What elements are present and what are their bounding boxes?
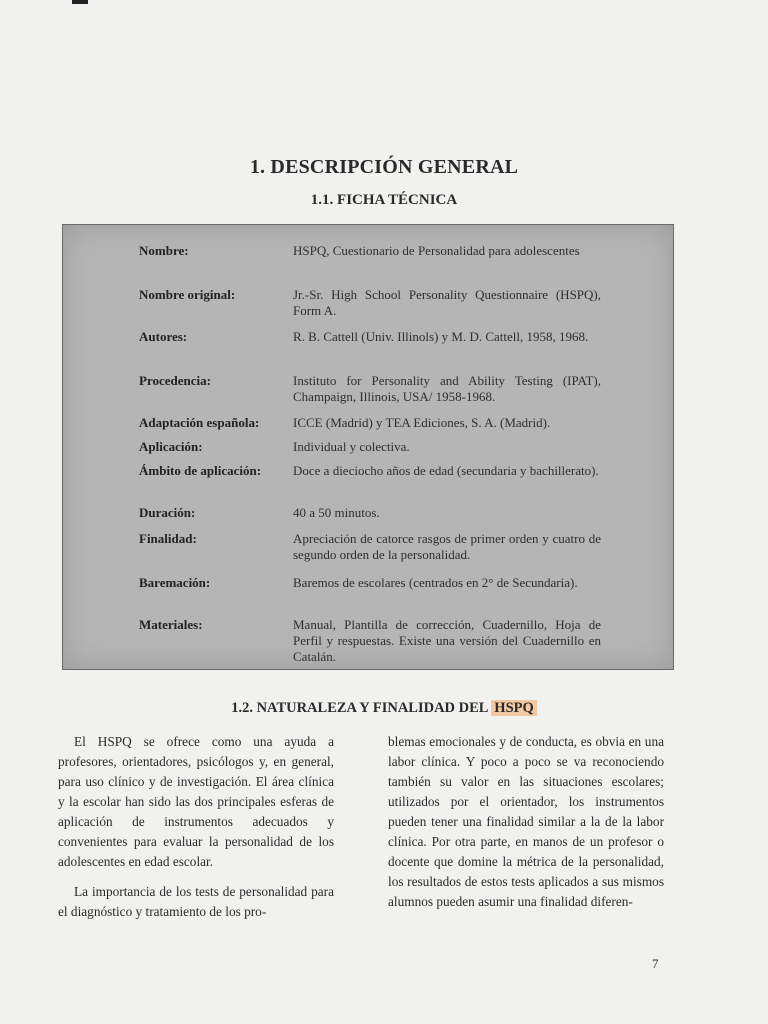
sheet-label: Adaptación española:	[139, 415, 260, 430]
sheet-label: Duración:	[139, 505, 196, 520]
scan-mark	[72, 0, 88, 4]
sheet-value: 40 a 50 minutos.	[293, 505, 380, 520]
page-number: 7	[652, 956, 659, 971]
body-column-left	[58, 732, 334, 932]
highlighted-acronym: HSPQ	[491, 700, 536, 716]
sheet-value: Individual y colectiva.	[293, 439, 410, 454]
sheet-label: Autores:	[139, 329, 188, 344]
sheet-value: Jr.-Sr. High School Personality Questionnaire (HSPQ), Form A.	[293, 287, 601, 318]
section-2-title-text: 1.2. NATURALEZA Y FINALIDAD DEL	[231, 700, 488, 716]
body-column-right	[388, 732, 664, 922]
sheet-label: Ámbito de aplicación:	[139, 463, 262, 478]
sheet-label: Finalidad:	[139, 531, 197, 546]
sheet-label: Nombre:	[139, 243, 189, 258]
section-2-title	[0, 700, 768, 717]
sheet-value: Apreciación de catorce rasgos de primer orden y cuatro de segundo orden de la personalidad.	[293, 531, 601, 562]
sheet-label: Procedencia:	[139, 373, 211, 388]
sheet-label: Aplicación:	[139, 439, 203, 454]
sheet-value: Baremos de escolares (centrados en 2° de Secundaria).	[293, 575, 578, 590]
section-subtitle: 1.1. FICHA TÉCNICA	[310, 192, 458, 208]
paragraph: blemas emocionales y de conducta, es obvia en una labor clínica. Y poco a poco se va reconociendo también su valor en las situaciones escolares; utilizados por el orientador, los instrumentos pueden tener una finalidad similar a la de la labor clínica. Por otra parte, en manos de un profesor o docente que domine la métrica de la personalidad, los resultados de estos tests aplicados a sus mismos alumnos pueden asumir una finalidad diferen-	[388, 734, 664, 909]
section-title: 1. DESCRIPCIÓN GENERAL	[249, 156, 519, 178]
sheet-value: R. B. Cattell (Univ. Illinols) y M. D. Cattell, 1958, 1968.	[293, 329, 589, 344]
sheet-value: Manual, Plantilla de corrección, Cuadernillo, Hoja de Perfil y respuestas. Existe una versión del Cuadernillo en Catalán.	[293, 617, 601, 664]
sheet-value: Instituto for Personality and Ability Testing (IPAT), Champaign, Illinois, USA/ 1958-1968.	[293, 373, 601, 404]
sheet-label: Baremación:	[139, 575, 211, 590]
sheet-value: HSPQ, Cuestionario de Personalidad para adolescentes	[293, 243, 580, 258]
technical-sheet-box	[62, 224, 674, 670]
sheet-value: Doce a dieciocho años de edad (secundaria y bachillerato).	[293, 463, 599, 478]
sheet-value: ICCE (Madrid) y TEA Ediciones, S. A. (Madrid).	[293, 415, 551, 430]
sheet-label: Materiales:	[139, 617, 203, 632]
sheet-label: Nombre original:	[139, 287, 236, 302]
paragraph: El HSPQ se ofrece como una ayuda a profesores, orientadores, psicólogos y, en general, para uso clínico y de investigación. El área clínica y la escolar han sido las dos principales esferas de aplicación de instrumentos adecuados y convenientes para evaluar la personalidad de los adolescentes en edad escolar.	[58, 734, 334, 869]
paragraph: La importancia de los tests de personalidad para el diagnóstico y tratamiento de los pro-	[58, 884, 334, 919]
